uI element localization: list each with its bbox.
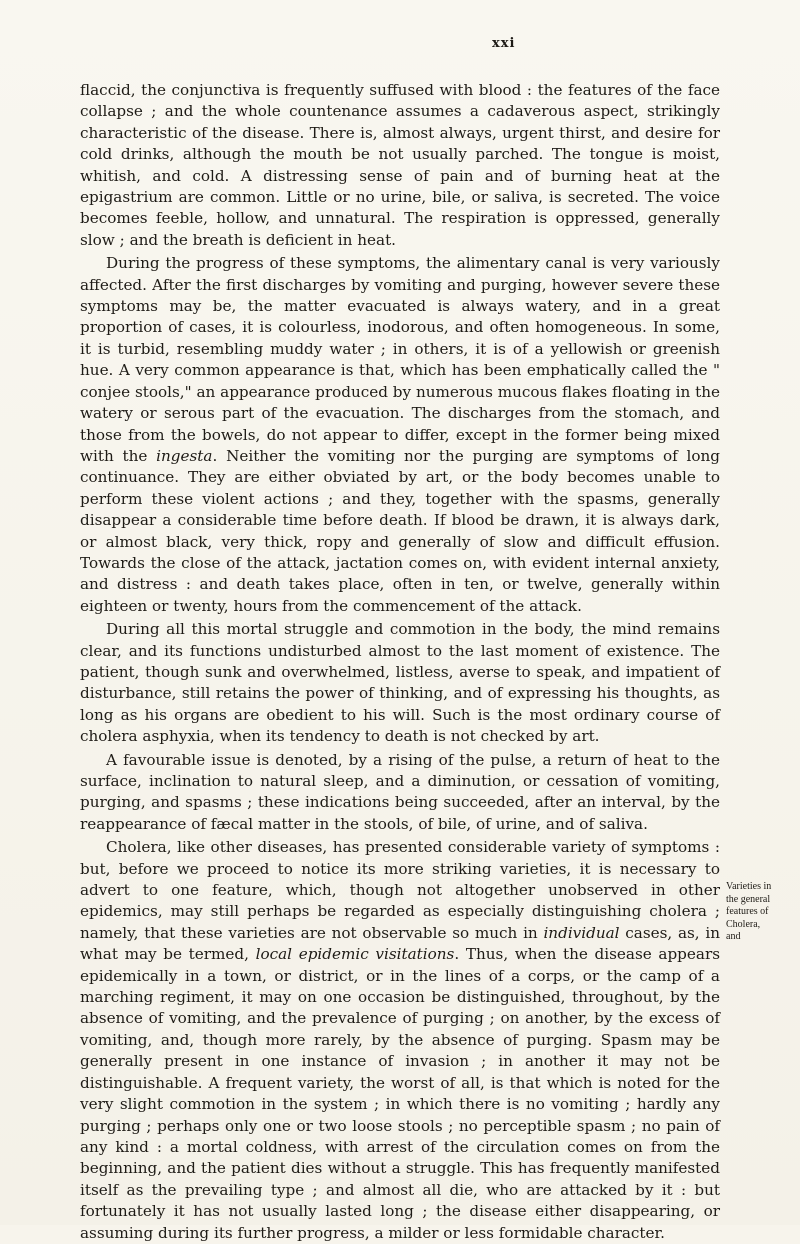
emphasis-individual: individual: [543, 923, 620, 942]
paragraph-alimentary-canal: [80, 253, 720, 617]
paragraph-text: During the progress of these symptoms, the alimentary canal is very variously affected. After the first discharges by vomiting and purging, however severe these symptoms may be, the matter evacuated is always watery, and in a great proportion of cases, it is colourless, inodorous, and often homogeneous. In some, it is turbid, resembling muddy water ; in others, it is of a yellowish or greenish hue. A very common appearance is that, which has been emphatically called the " conjee stools," an appearance produced by numerous mucous flakes floating in the watery or serous part of the evacuation. The discharges from the stomach, and those from the bowels, do not appear to differ, except in the former being mixed with the: [80, 254, 720, 465]
body-text: [80, 80, 720, 1244]
margin-note-line: Cholera,: [726, 918, 761, 930]
margin-note-line: Varieties in: [726, 881, 772, 892]
margin-note-line: and: [726, 931, 741, 943]
paragraph-mind: During all this mortal struggle and commotion in the body, the mind remains clear, and its functions undisturbed almost to the last moment of existence. The patient, though sunk and overwhelmed, listless, averse to speak, and impatient of disturbance, still retains the power of thinking, and of expressing his thoughts, as long as his organs are obedient to his will. Such is the most ordinary course of cholera asphyxia, when its tendency to death is not checked by art.: [80, 620, 720, 746]
paragraph-text: . Neither the vomiting nor the purging are symptoms of long continuance. They are either obviated by art, or the body becomes unable to perform these violent actions ; and they, together with the spasms, generally disappear a considerable time before death. If blood be drawn, it is always dark, or almost black, very thick, ropy and generally of slow and difficult effusion. Towards the close of the attack, jactation comes on, with evident internal anxiety, and distress : and death takes place, often in ten, or twelve, generally within eighteen or twenty, hours from the commencement of the attack.: [80, 446, 720, 615]
paragraph-symptoms: flaccid, the conjunctiva is frequently suffused with blood : the features of the face collapse ; and the whole countenance assumes a cadaverous aspect, strikingly characteristic of the disease. There is, almost always, urgent thirst, and desire for cold drinks, although the mouth be not usually parched. The tongue is moist, whitish, and cold. A distressing sense of pain and of burning heat at the epigastrium are common. Little or no urine, bile, or saliva, is secreted. The voice becomes feeble, hollow, and unnatural. The respiration is oppressed, generally slow ; and the breath is deficient in heat.: [80, 81, 720, 249]
margin-note: [726, 881, 798, 944]
paragraph-text: . Thus, when the disease appears epidemically in a town, or district, or in the lines of a corps, or the camp of a marching regiment, it may on one occasion be distinguished, throughout, by the absence of vomiting, and the prevalence of purging ; on another, by the excess of vomiting, and, though more rarely, by the absence of purging. Spasm may be generally present in one instance of invasion ; in another it may not be distinguishable. A frequent variety, the worst of all, is that which is noted for the very slight commotion in the system ; in which there is no vomiting ; hardly any purging ; perhaps only one or two loose stools ; no perceptible spasm ; no pain of any kind : a mortal coldness, with arrest of the circulation comes on from the beginning, and the patient dies without a struggle. This has frequently manifested itself as the prevailing type ; and almost all die, who are attacked by it : but fortunately it has not usually lasted long ; the disease either disappearing, or assuming during its further progress, a milder or less formidable character.: [80, 945, 721, 1242]
paragraph-text: Cholera, like other diseases, has presented considerable variety of symptoms : but, before we proceed to notice its more striking varieties, it is necessary to advert to one feature, which, though not altogether unobserved in other epidemics, may still perhaps be regarded as especially distinguishing cholera ; namely, that these varieties are not observable so much in: [80, 838, 720, 942]
paragraph-varieties: [80, 837, 720, 1244]
emphasis-local-epidemic: local epidemic visitations: [255, 945, 455, 964]
paragraph-favourable-issue: A favourable issue is denoted, by a rising of the pulse, a return of heat to the surface, inclination to natural sleep, and a diminution, or cessation of vomiting, purging, and spasms ; these indications being succeeded, after an interval, by the reappearance of fæcal matter in the stools, of bile, of urine, and of saliva.: [80, 750, 720, 833]
paragraph-text: cases, as, in what may be termed,: [80, 923, 721, 964]
margin-note-line: the general: [726, 893, 771, 905]
margin-note-line: features of: [726, 906, 769, 918]
emphasis-ingesta: ingesta: [156, 446, 213, 465]
page-number: xxi: [492, 36, 516, 51]
